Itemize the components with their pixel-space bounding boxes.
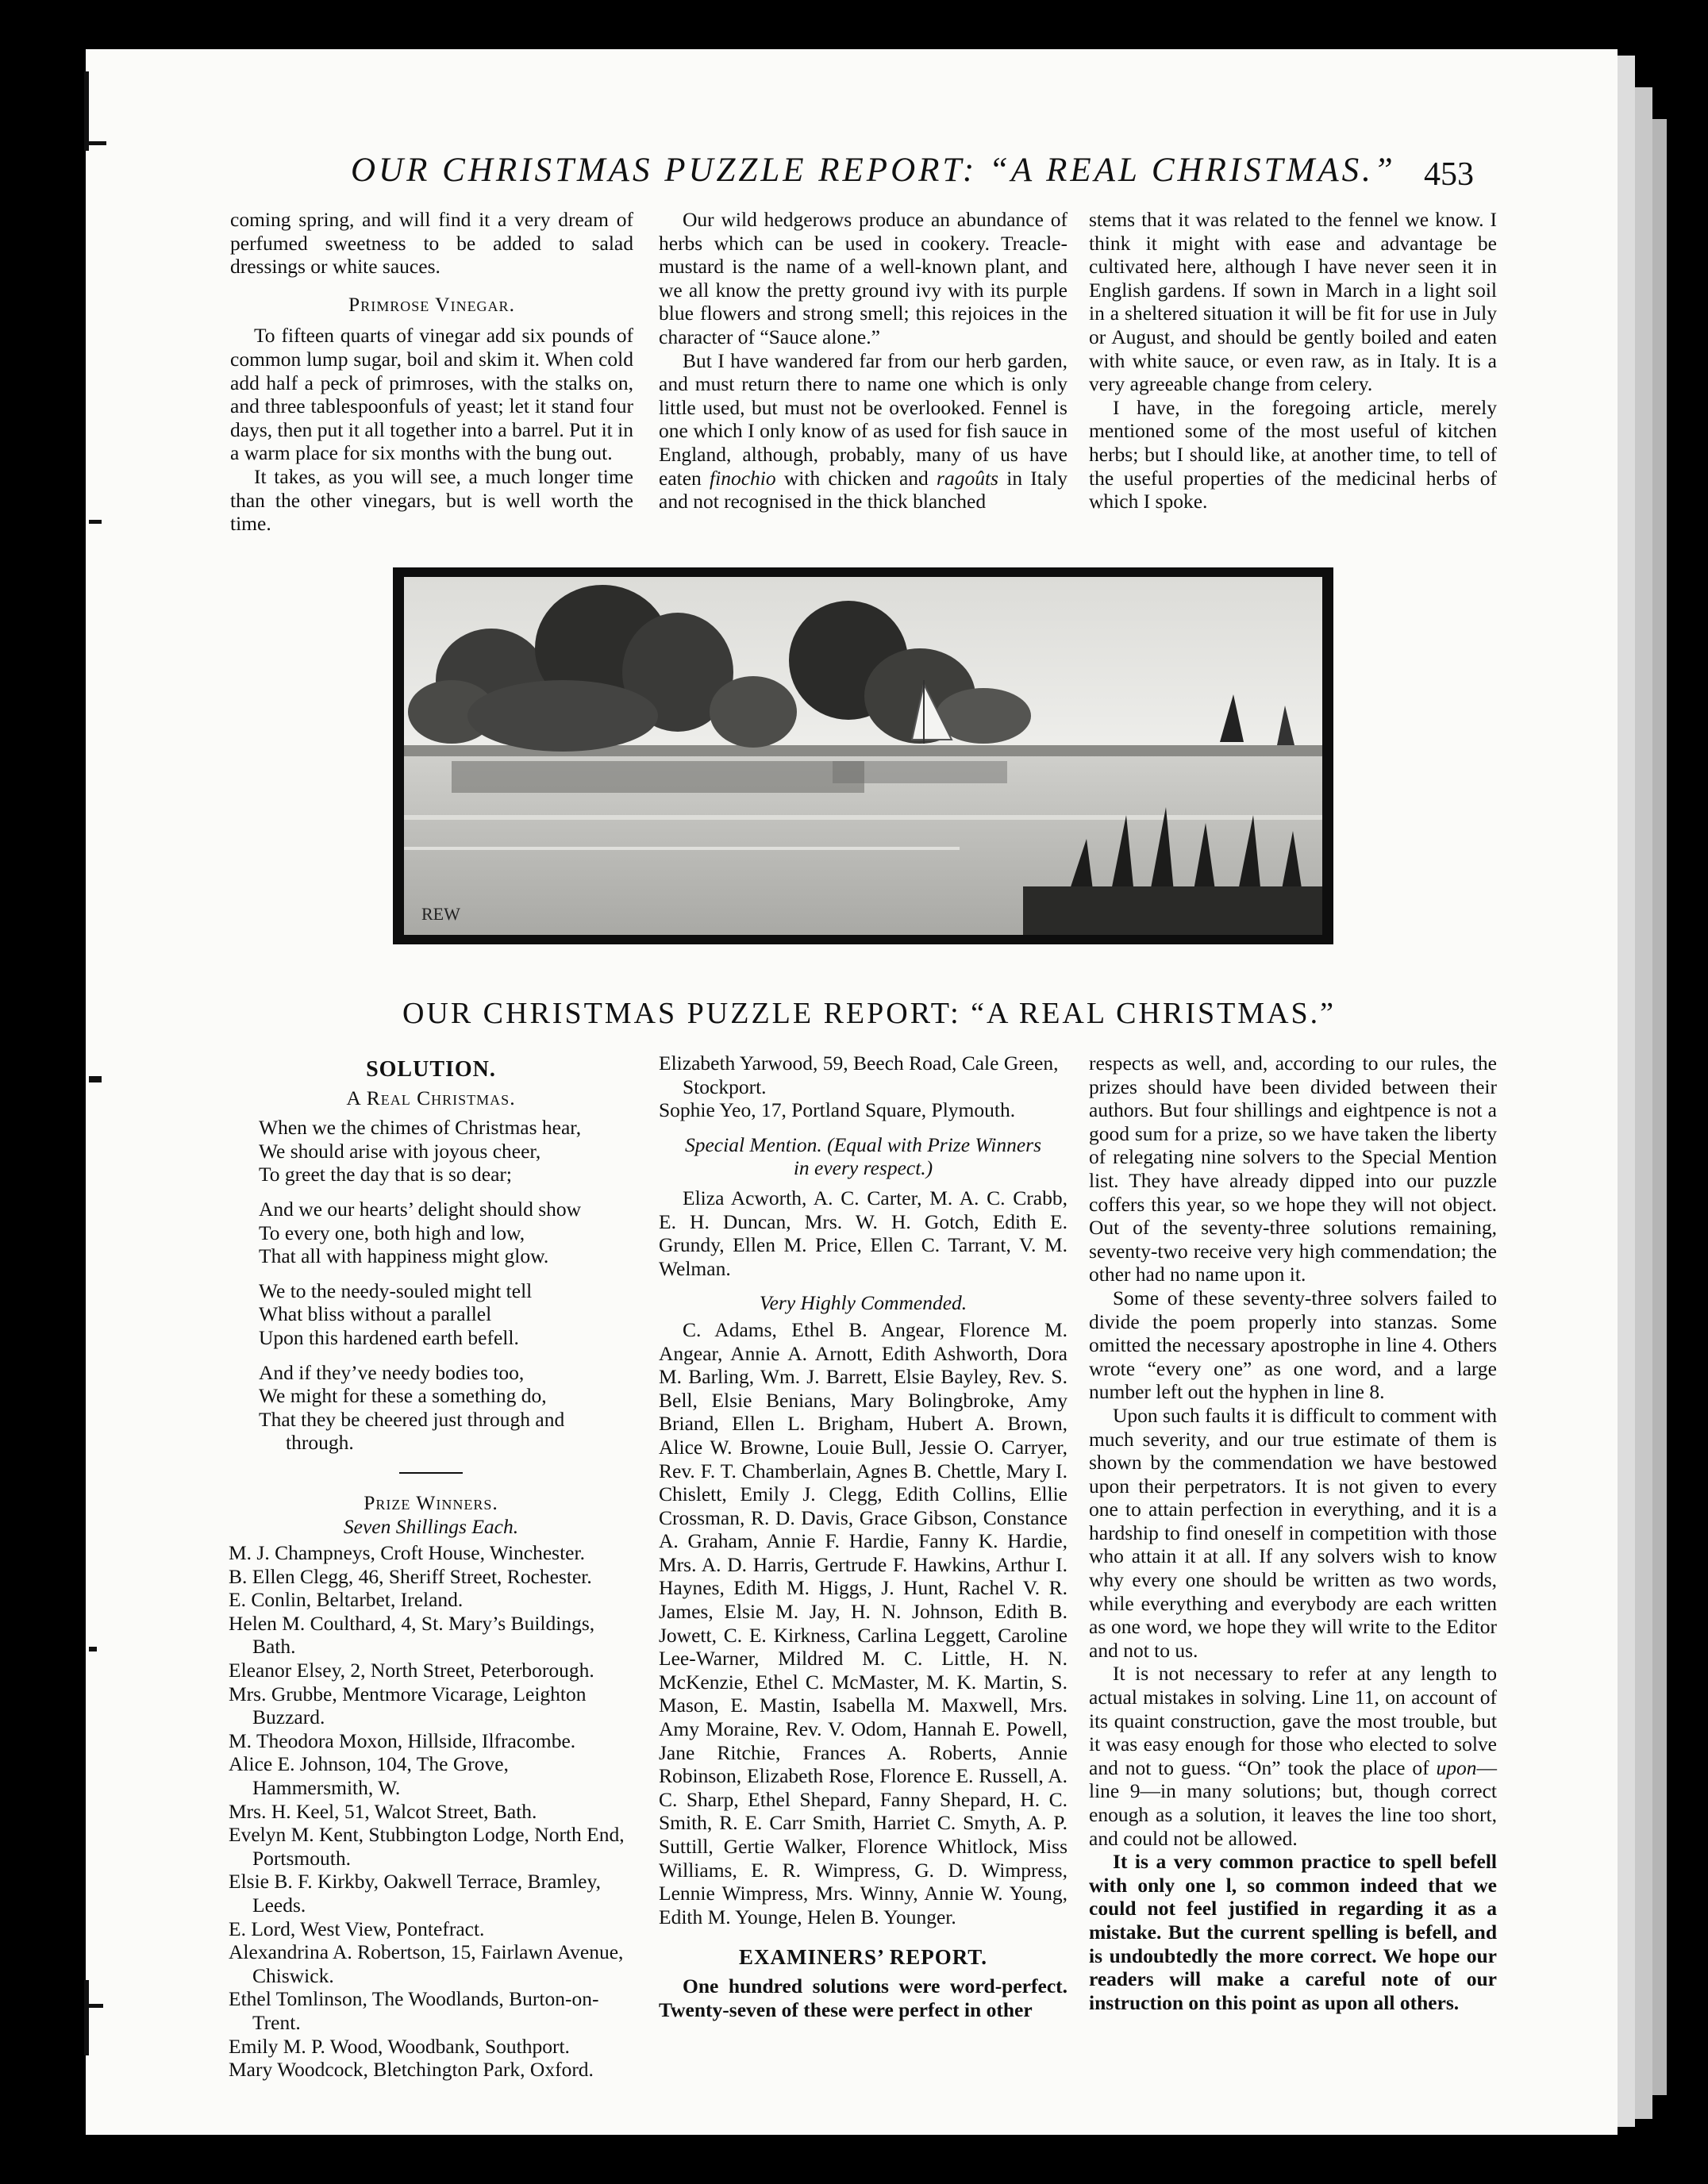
- winners-list-continued: [659, 1052, 1068, 1122]
- binding-mark: [84, 1980, 89, 2055]
- poem-line: What bliss without a parallel: [259, 1302, 492, 1326]
- prize-subheading: Seven Shillings Each.: [343, 1514, 519, 1538]
- poem-line: We should arise with joyous cheer,: [259, 1139, 541, 1163]
- list-item: Helen M. Coulthard, 4, St. Mary’s Buildings, Bath.: [229, 1611, 595, 1659]
- italic-word: upon: [1436, 1755, 1477, 1779]
- paragraph: One hundred solutions were word-perfect. Twenty-seven of these were perfect in other: [659, 1974, 1068, 2021]
- list-item: Emily M. P. Wood, Woodbank, Southport.: [229, 2034, 570, 2058]
- top-column-1: [230, 208, 633, 536]
- poem-line: We might for these a something do,: [259, 1384, 547, 1408]
- poem-title: A Real Christmas.: [346, 1086, 516, 1109]
- poem-line: We to the needy-souled might tell: [259, 1278, 533, 1302]
- list-item: Evelyn M. Kent, Stubbington Lodge, North End, Portsmouth.: [229, 1823, 625, 1870]
- paragraph: It is a very common practice to spell befell with only one l, so common indeed that we could not feel justified in regarding it as a mistake. But the current spelling is befell, and is undoubtedly the more correct. We hope our readers will make a careful note of our instruction on this point as upon all others.: [1089, 1850, 1497, 2014]
- list-item: M. J. Champneys, Croft House, Winchester.: [229, 1541, 585, 1565]
- binding-mark: [89, 1647, 97, 1651]
- list-item: Mrs. H. Keel, 51, Walcot Street, Bath.: [229, 1799, 537, 1823]
- section-heading: Primrose Vinegar.: [348, 292, 515, 316]
- list-item: E. Lord, West View, Pontefract.: [229, 1917, 485, 1940]
- special-mention-heading: Special Mention. (Equal with Prize Winners in every respect.): [684, 1132, 1042, 1180]
- poem-line: Upon this hardened earth befell.: [259, 1325, 519, 1349]
- poem-line: To greet the day that is so dear;: [259, 1163, 512, 1186]
- artist-signature: REW: [421, 904, 460, 924]
- paragraph: It is not necessary to refer at any length to actual mistakes in solving. Line 11, on account of its quaint construction, gave the most trouble, but it was easy enough for those who elected to solve and not to guess. “On” took the place of upon—line 9—in many solutions; but, though correct enough as a solution, it leaves the line too short, and could not be allowed.: [1089, 1662, 1498, 1850]
- paragraph: respects as well, and, according to our rules, the prizes should have been divided between their authors. But four shillings and eightpence is not a good sum for a prize, so we have taken the liberty of relegating nine solvers to the Special Mention list. They have already dipped into our puzzle coffers this year, so we hope they will not object. Out of the seventy-three solutions remaining, seventy-two receive very high commendation; the other had no name upon it.: [1089, 1052, 1497, 1286]
- list-item: Eleanor Elsey, 2, North Street, Peterborough.: [229, 1659, 594, 1682]
- list-item: Alice E. Johnson, 104, The Grove, Hammersmith, W.: [229, 1752, 509, 1800]
- binding-mark: [89, 1076, 102, 1082]
- list-item: Alexandrina A. Robertson, 15, Fairlawn Avenue, Chiswick.: [229, 1940, 624, 1987]
- binding-mark: [89, 141, 106, 145]
- top-column-2: [659, 208, 1068, 513]
- prize-heading: Prize Winners.: [364, 1490, 498, 1514]
- paragraph: Some of these seventy-three solvers failed to divide the poem properly into stanzas. Some omitted the necessary apostrophe in line 4. Others wrote “every one” as one word, and a large number left out the hyphen in line 8.: [1089, 1286, 1497, 1404]
- italic-word: ragoûts: [937, 466, 998, 490]
- binding-mark: [84, 71, 89, 151]
- landscape-illustration: [393, 567, 1333, 944]
- paragraph: stems that it was related to the fennel we know. I think it might with ease and advantage be cultivated here, although I have never seen it in English gardens. If sown in March in a light soil in a sheltered situation it will be fit for use in July or August, and should be gently boiled and eaten with white sauce, or even raw, as in Italy. It is a very agreeable change from celery.: [1089, 208, 1497, 396]
- poem-line: When we the chimes of Christmas hear,: [259, 1116, 582, 1140]
- left-column: [229, 1052, 633, 2082]
- list-item: E. Conlin, Beltarbet, Ireland.: [229, 1588, 464, 1612]
- list-item: B. Ellen Clegg, 46, Sheriff Street, Rochester.: [229, 1564, 592, 1588]
- divider: [399, 1472, 463, 1474]
- list-item: Mrs. Grubbe, Mentmore Vicarage, Leighton Buzzard.: [229, 1682, 587, 1729]
- winners-list: [229, 1541, 633, 2082]
- poem-line: That they be cheered just through and: [259, 1407, 565, 1431]
- top-column-3: [1089, 208, 1497, 513]
- middle-column: [659, 1052, 1068, 2021]
- list-item: Elsie B. F. Kirkby, Oakwell Terrace, Bramley, Leeds.: [229, 1870, 601, 1917]
- list-item: Ethel Tomlinson, The Woodlands, Burton-on-Trent.: [229, 1987, 599, 2034]
- list-item: Elizabeth Yarwood, 59, Beech Road, Cale Green, Stockport.: [659, 1052, 1059, 1098]
- poem-line: And if they’ve needy bodies too,: [259, 1360, 525, 1384]
- binding-mark: [89, 2004, 103, 2008]
- running-header: OUR CHRISTMAS PUZZLE REPORT: “A REAL CHRISTMAS.”: [351, 152, 1396, 189]
- paragraph: It takes, as you will see, a much longer time than the other vinegars, but is well worth the time.: [230, 464, 633, 536]
- page-number: 453: [1424, 156, 1474, 193]
- poem-line: To every one, both high and low,: [259, 1221, 525, 1244]
- examiners-report-heading: EXAMINERS’ REPORT.: [738, 1945, 988, 1970]
- paragraph: I have, in the foregoing article, merely mentioned some of the most useful of kitchen herbs; but I should like, at another time, to tell of the useful properties of the medicinal herbs of which I spoke.: [1089, 395, 1497, 513]
- paragraph: But I have wandered far from our herb garden, and must return there to name one which is only little used, but must not be overlooked. Fennel is one which I only know of as used for fish sauce in England, although, probably, many of us have eaten finochio with chicken and ragoûts in Italy and not recognised in the thick blanched: [659, 348, 1068, 513]
- poem-line: And we our hearts’ delight should show: [259, 1197, 582, 1221]
- commended-names: C. Adams, Ethel B. Angear, Florence M. Angear, Annie A. Arnott, Edith Ashworth, Dora M. Barling, Wm. J. Barrett, Elsie Bayley, Rev. S. Bell, Elsie Benians, Mary Bolingbroke, Amy Briand, Ellen L. Brigham, Hubert A. Brown, Alice W. Browne, Louie Bull, Jessie O. Carryer, Rev. F. T. Chamberlain, Agnes B. Chettle, Mary I. Chislett, Emily J. Clegg, Edith Collins, Ellie Crossman, R. D. Davis, Grace Gibson, Constance A. Graham, Annie F. Hardie, Fanny K. Hardie, Mrs. A. D. Harris, Gertrude F. Hawkins, Arthur I. Haynes, Edith M. Higgs, J. Hunt, Rachel V. R. James, Elsie M. Jay, H. N. Johnson, Edith B. Jowett, C. E. Kirkness, Carlina Leggett, Caroline Lee-Warner, Mildred M. C. Little, H. N. McKenzie, Ethel C. McMaster, M. K. Martin, S. Mason, E. Mastin, Isabella M. Maxwell, Mrs. Amy Moraine, Rev. V. Odom, Hannah E. Powell, Jane Ritchie, Frances A. Roberts, Annie Robinson, Elizabeth Rose, Florence E. Russell, A. C. Sharp, Ethel Shepard, Fanny Shepard, H. C. Smith, R. E. Carr Smith, Harriet C. Smyth, A. P. Suttill, Gertie Walker, Florence Whitlock, Miss Williams, E. R. Wimpress, G. D. Wimpress, Lennie Wimpress, Mrs. Winny, Annie W. Young, Edith M. Younge, Helen B. Younger.: [659, 1317, 1068, 1928]
- page-stack-edge: [1633, 87, 1652, 2119]
- list-item: M. Theodora Moxon, Hillside, Ilfracombe.: [229, 1728, 576, 1752]
- italic-word: finochio: [710, 466, 776, 490]
- poem: [229, 1116, 633, 1455]
- paragraph: Upon such faults it is difficult to comment with much severity, and our true estimate of them is shown by the commendation we have bestowed upon their perpetrators. It is not given to every one to attain perfection in everything, and it is a hardship to find oneself in competition with those who attain it at all. If any solvers wish to know why every one should be written as two words, while everything and everybody are each written as one word, we hope they will write to the Editor and not to us.: [1089, 1403, 1497, 1662]
- special-mention-names: Eliza Acworth, A. C. Carter, M. A. C. Crabb, E. H. Duncan, Mrs. W. H. Gotch, Edith E. Grundy, Ellen M. Price, Ellen C. Tarrant, V. M. Welman.: [659, 1186, 1068, 1280]
- paragraph: To fifteen quarts of vinegar add six pounds of common lump sugar, boil and skim it. When cold add half a peck of primroses, with the stalks on, and three tablespoonfuls of yeast; let it stand four days, then put it all together into a barrel. Put it in a warm place for six months with the bung out.: [230, 324, 633, 465]
- poem-line: That all with happiness might glow.: [259, 1244, 549, 1268]
- paragraph: coming spring, and will find it a very dream of perfumed sweetness to be added to salad dressings or white sauces.: [230, 208, 633, 279]
- list-item: Mary Woodcock, Bletchington Park, Oxford.: [229, 2058, 594, 2082]
- poem-line: through.: [286, 1431, 354, 1455]
- right-column: [1089, 1052, 1497, 2014]
- river-scene-image: [404, 577, 1322, 935]
- binding-mark: [89, 520, 102, 524]
- page-stack-edge: [1651, 119, 1667, 2095]
- solution-heading: SOLUTION.: [366, 1057, 496, 1082]
- list-item: Sophie Yeo, 17, Portland Square, Plymouth.: [659, 1098, 1016, 1122]
- report-title: OUR CHRISTMAS PUZZLE REPORT: “A REAL CHRISTMAS.”: [402, 997, 1337, 1030]
- commended-heading: Very Highly Commended.: [759, 1291, 967, 1315]
- paragraph: Our wild hedgerows produce an abundance of herbs which can be used in cookery. Treacle-mustard is the name of a well-known plant, and we all know the pretty ground ivy with its purple blue flowers and strong smell; this rejoices in the character of “Sauce alone.”: [659, 208, 1068, 348]
